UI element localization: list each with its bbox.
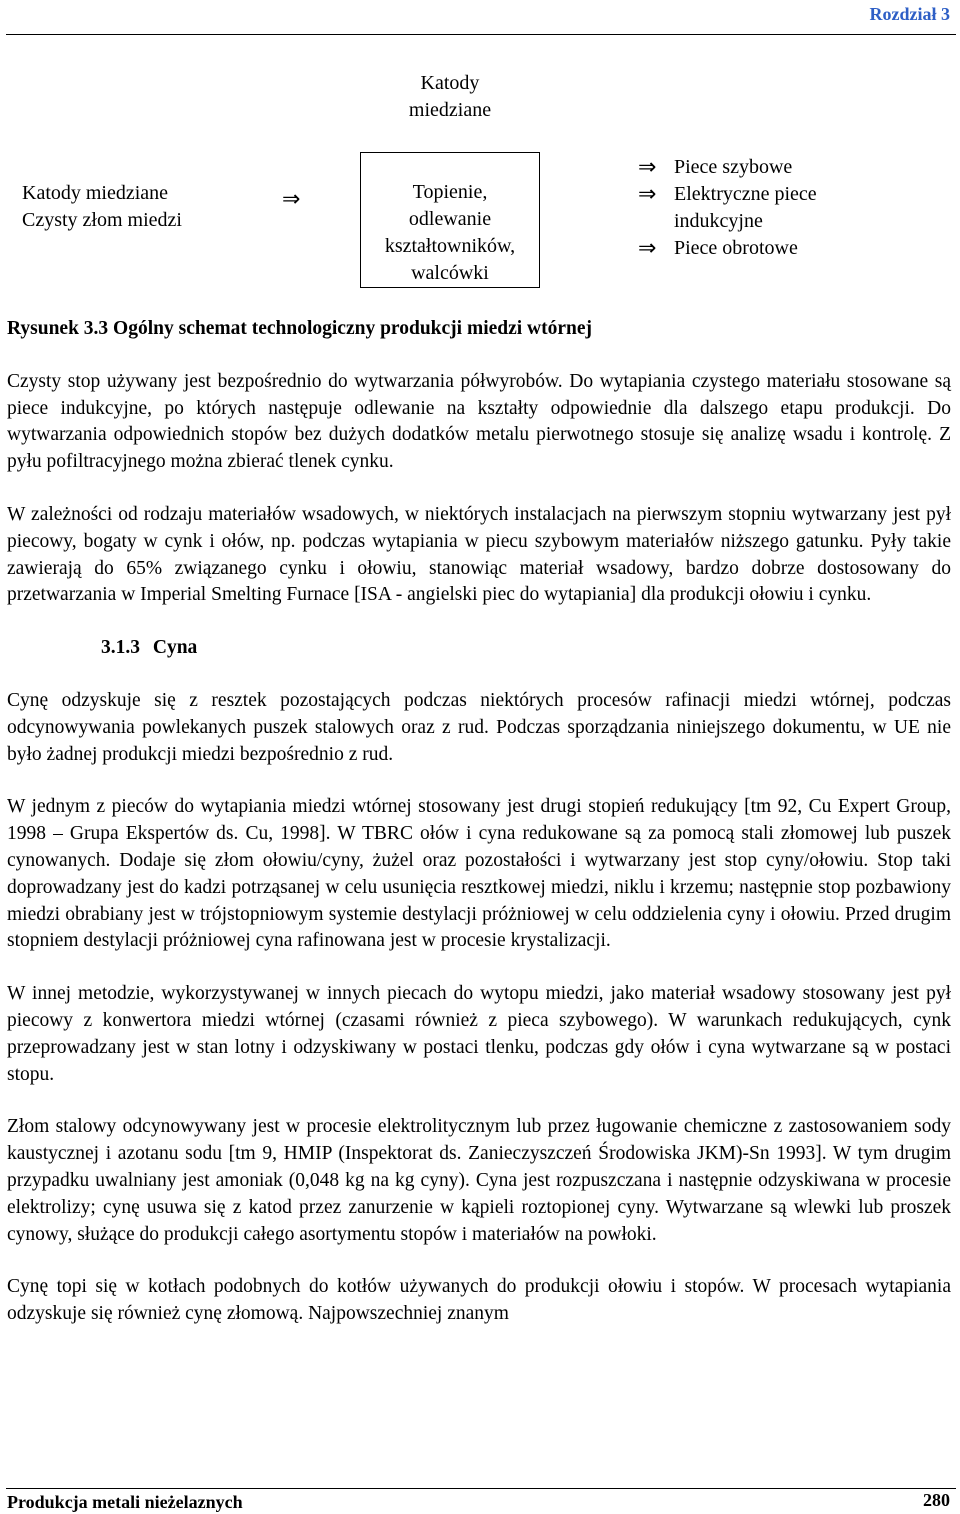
diagram-output-text: Piece obrotowe [674, 237, 798, 259]
diagram-process-line: odlewanie [408, 208, 492, 230]
section-number: 3.1.3 [101, 637, 140, 659]
paragraph: Czysty stop używany jest bezpośrednio do wytwarzania półwyrobów. Do wytapiania czystego materiału stosowane są piece indukcyjne, po których następuje odlewanie na kształty odpowiednie dla dalszego etapu produkcji. Do wytwarzania odpowiednich stopów bez dużych dodatków metalu pierwotnego stosuje się analizę wsadu i kontrolę. Z pyłu pofiltracyjnego można zbierać tlenek cynku. [7, 370, 951, 473]
arrow-right-icon: ⇒ [282, 187, 301, 212]
diagram-inputs [22, 180, 222, 234]
diagram-process-box [360, 152, 540, 288]
diagram-process-line: kształtowników, [384, 235, 516, 257]
diagram-output-text: Elektryczne piece [674, 183, 817, 205]
chapter-header: Rozdział 3 [869, 4, 950, 24]
diagram-process-line: Topienie, [412, 181, 488, 203]
paragraph: Złom stalowy odcynowywany jest w procesie elektrolitycznym lub przez ługowanie chemiczne z zastosowaniem sody kaustycznej i azotanu sodu [tm 9, HMIP (Inspektorat ds. Zanieczyszczeń Środowiska JKM)-Sn 1993]. W tym drugim przypadku uwalniany jest amoniak (0,048 kg na kg cyny). Cyna jest rozpuszczana i następnie odzyskiwana w procesie elektrolizy; cynę usuwa się z katod przez zanurzenie w kąpieli roztopionej cyny. Wytwarzane są wlewki lub proszek cynowy, służące do produkcji całego asortymentu stopów i materiałów na powłoki. [7, 1116, 951, 1245]
diagram-output-text-group [674, 181, 817, 235]
paragraph: W zależności od rodzaju materiałów wsadowych, w niektórych instalacjach na pierwszym stopniu wytwarzany jest pył piecowy, bogaty w cynk i ołów, np. podczas wytapiania w piecu szybowym materiałów niższego gatunku. Pyły takie zawierają do 65% związanego cynku i ołowiu, stanowiąc materiał wsadowy, bardzo dobrze dostosowany do przetwarzania w Imperial Smelting Furnace [ISA - angielski piec do wytapiania] dla produkcji ołowiu i cynku. [7, 503, 951, 606]
diagram-node-copper-cathodes [370, 70, 530, 124]
section-heading [101, 635, 951, 662]
document-body [7, 316, 951, 1354]
figure-caption: Rysunek 3.3 Ogólny schemat technologiczny produkcji miedzi wtórnej [7, 318, 593, 339]
footer-divider [6, 1488, 956, 1489]
diagram-input-line: Katody miedziane [22, 182, 169, 204]
diagram-output-item [638, 235, 898, 262]
arrow-right-icon: ⇒ [638, 182, 657, 207]
diagram-output-text: indukcyjne [674, 210, 763, 232]
diagram-node-line: Katody [420, 72, 480, 94]
arrow-right-icon: ⇒ [638, 155, 657, 180]
header-divider [6, 34, 956, 35]
process-diagram [0, 70, 960, 295]
section-title: Cyna [152, 637, 198, 659]
diagram-outputs [638, 154, 898, 262]
diagram-input-line: Czysty złom miedzi [22, 209, 182, 231]
diagram-node-line: miedziane [408, 99, 492, 121]
diagram-output-item [638, 154, 898, 181]
arrow-right-icon: ⇒ [638, 236, 657, 261]
diagram-output-text: Piece szybowe [674, 156, 793, 178]
paragraph: Cynę topi się w kotłach podobnych do kotłów używanych do produkcji ołowiu i stopów. W procesach wytapiania odzyskuje się również cynę złomową. Najpowszechniej znanym [7, 1276, 951, 1325]
diagram-process-line: walcówki [411, 262, 489, 284]
paragraph: W innej metodzie, wykorzystywanej w innych piecach do wytopu miedzi, jako materiał wsadowy stosowany jest pył piecowy z konwertora miedzi wtórnej (czasami również z pieca szybowego). W warunkach redukujących, cynk przeprowadzany jest w stan lotny i odzyskiwany w postaci tlenku, podczas gdy ołów i cyna wytwarzane są w postaci stopu. [7, 983, 951, 1085]
page-number: 280 [923, 1490, 950, 1510]
paragraph: Cynę odzyskuje się z resztek pozostających podczas niektórych procesów rafinacji miedzi wtórnej, podczas odcynowywania powlekanych puszek stalowych oraz z rud. Podczas sporządzania niniejszego dokumentu, w UE nie było żadnej produkcji miedzi bezpośrednio z rud. [7, 689, 951, 765]
paragraph: W jednym z pieców do wytapiania miedzi wtórnej stosowany jest drugi stopień redukujący [tm 92, Cu Expert Group, 1998 – Grupa Ekspertów ds. Cu, 1998]. W TBRC ołów i cyna redukowane są za pomocą stali złomowej lub puszek cynowanych. Dodaje się złom ołowiu/cyny, żużel oraz pozostałości i wytwarzany jest stop cyny/ołowiu. Stop taki doprowadzany jest do kadzi potrząsanej w celu usunięcia resztkowej miedzi, niklu i krzemu; następnie stop pozbawiony miedzi obrabiany jest w trójstopniowym systemie destylacji próżniowej w celu oddzielenia cyny i ołowiu. Przed drugim stopniem destylacji próżniowej cyna rafinowana jest w procesie krystalizacji. [7, 796, 951, 952]
diagram-output-item [638, 181, 898, 235]
footer-title: Produkcja metali nieżelaznych [7, 1492, 243, 1512]
